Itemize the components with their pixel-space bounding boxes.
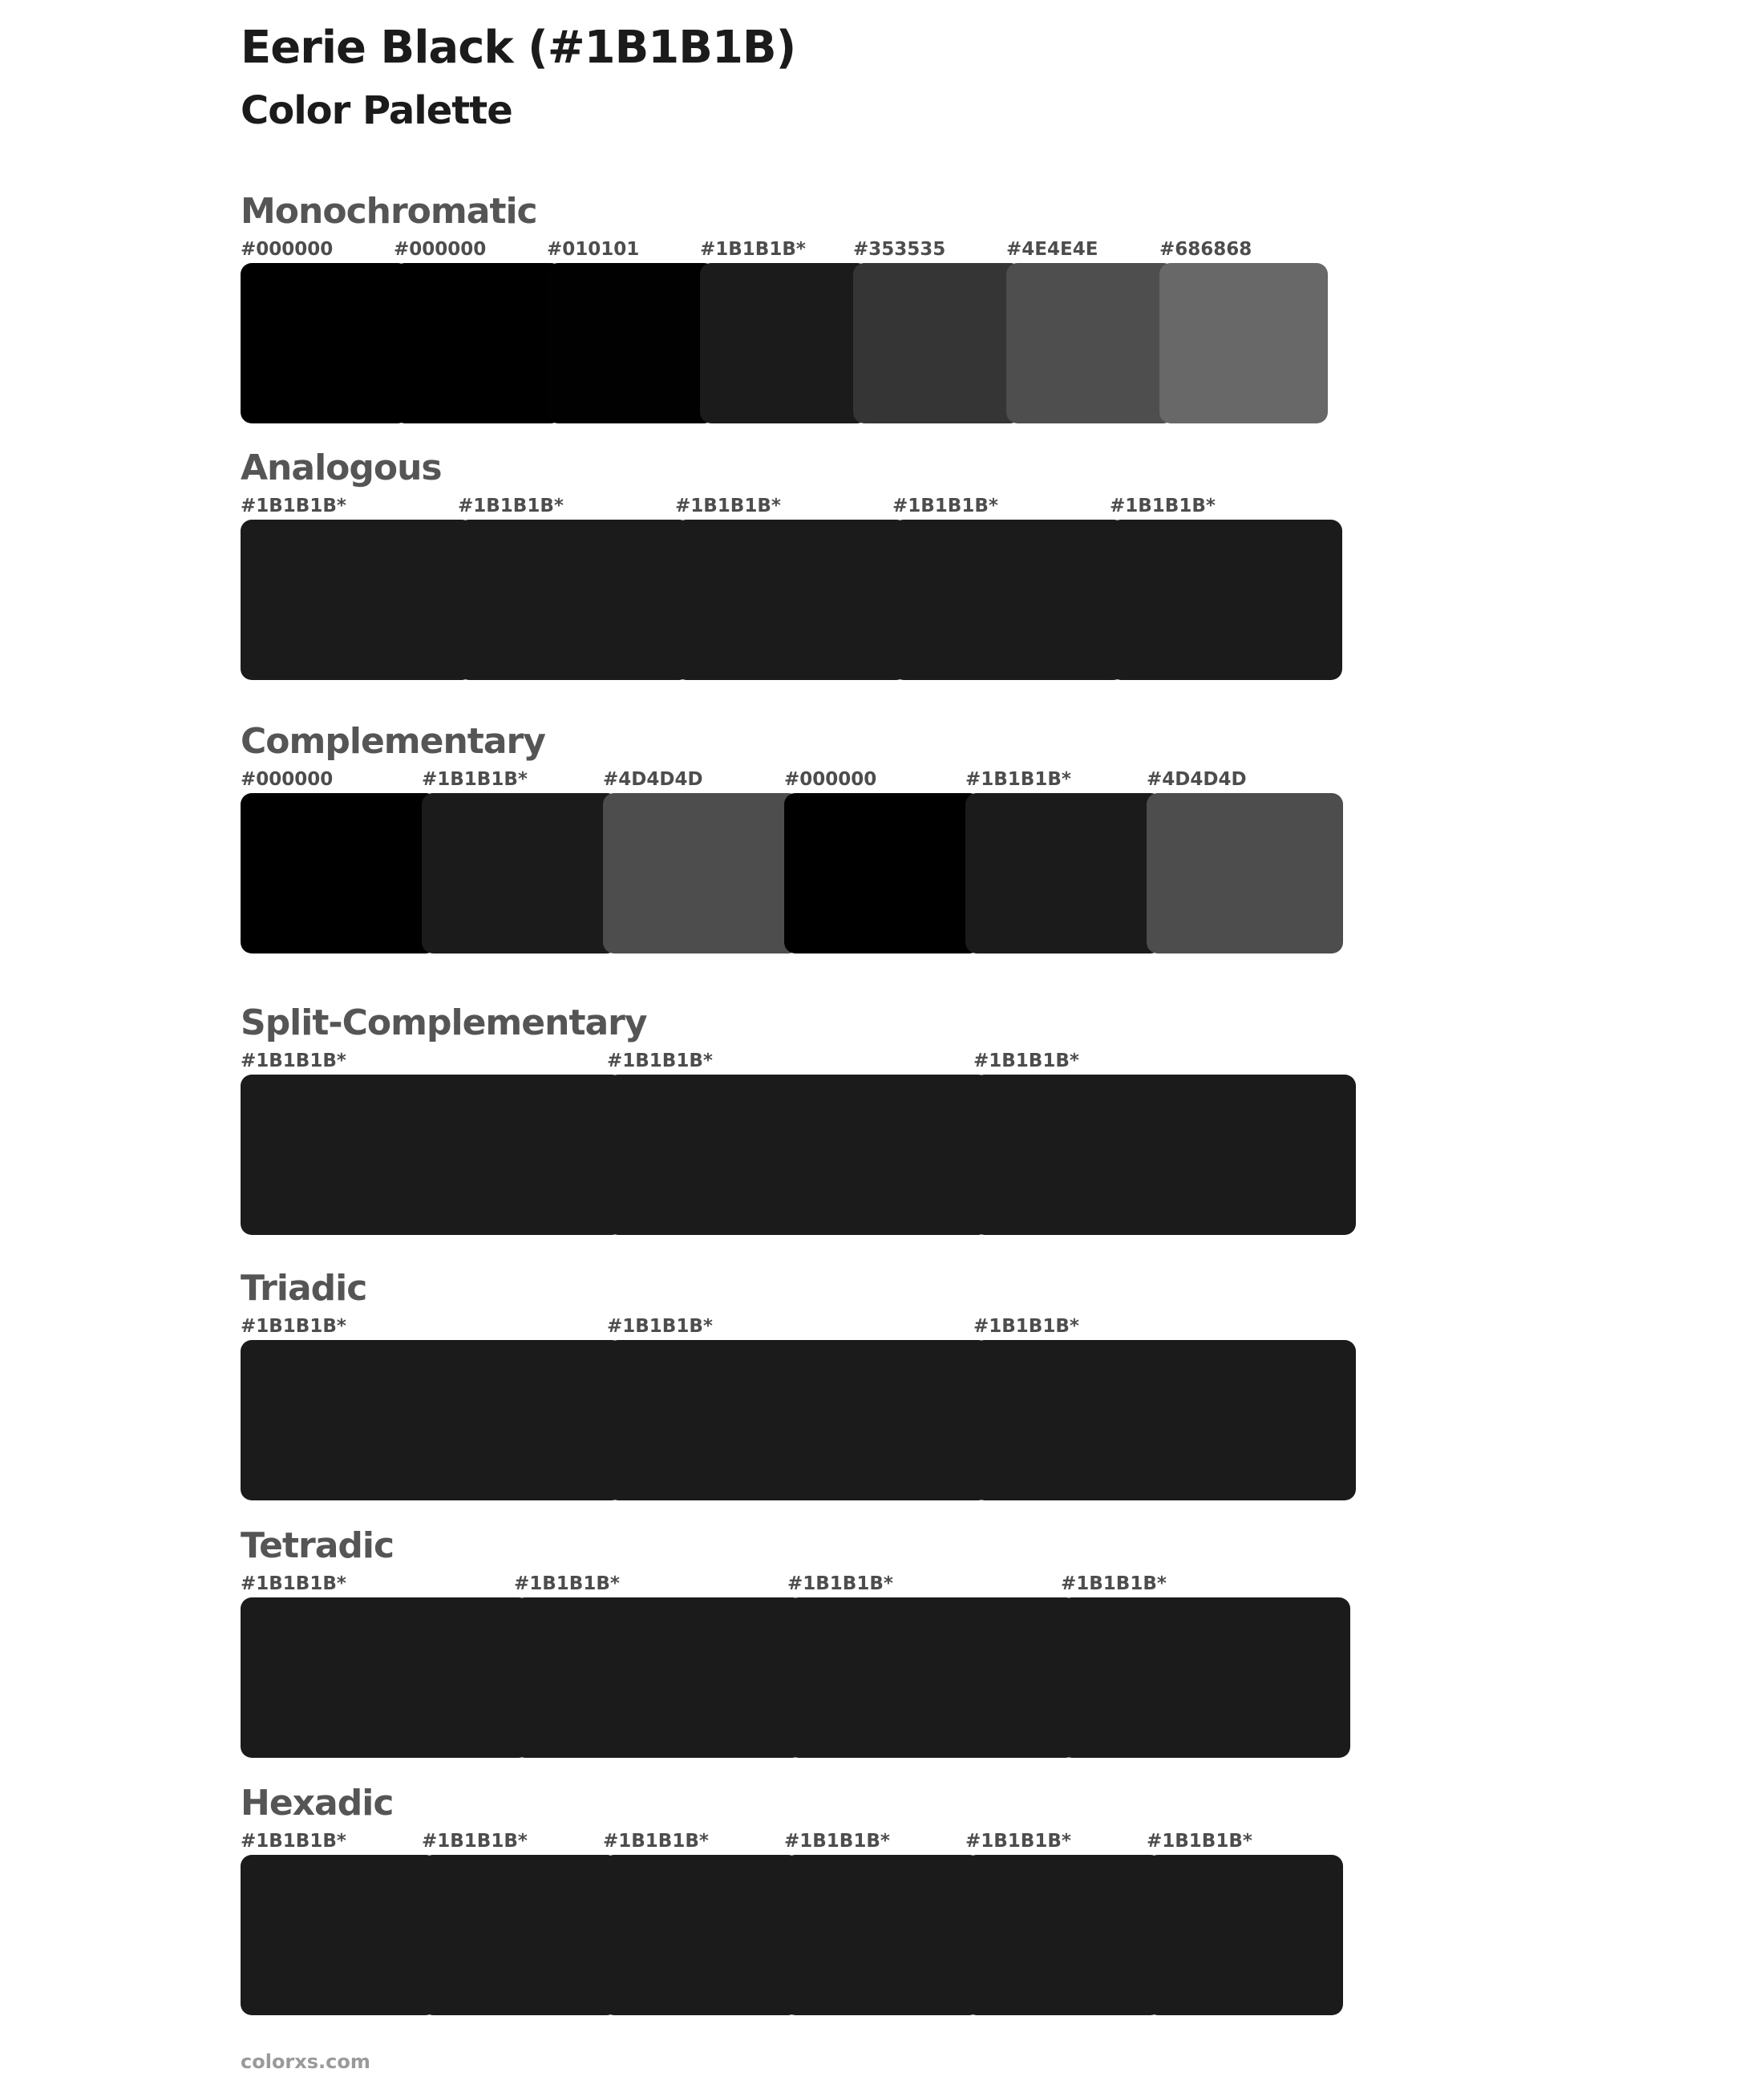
swatch-hex-label: #1B1B1B* (965, 769, 1071, 790)
color-swatch[interactable] (547, 239, 715, 423)
swatch-hex-label: #000000 (394, 239, 487, 260)
swatch-color-block[interactable] (607, 1340, 989, 1500)
color-swatch[interactable] (607, 1051, 989, 1235)
swatch-color-block[interactable] (607, 1075, 989, 1235)
color-swatch[interactable] (784, 769, 981, 953)
color-swatch[interactable] (973, 1051, 1356, 1235)
swatch-hex-label: #000000 (241, 239, 334, 260)
swatch-hex-label: #1B1B1B* (1147, 1831, 1252, 1852)
swatch-color-block[interactable] (458, 520, 690, 680)
swatch-color-block[interactable] (241, 263, 409, 423)
page-title: Eerie Black (#1B1B1B) (241, 22, 796, 74)
swatch-hex-label: #000000 (784, 769, 877, 790)
swatch-color-block[interactable] (241, 1075, 623, 1235)
section-title: Hexadic (241, 1783, 394, 1824)
color-swatch[interactable] (241, 1573, 530, 1758)
swatch-color-block[interactable] (603, 1855, 799, 2015)
swatch-hex-label: #1B1B1B* (241, 1051, 346, 1071)
color-swatch[interactable] (458, 496, 690, 680)
swatch-color-block[interactable] (1147, 793, 1343, 953)
swatch-color-block[interactable] (965, 1855, 1162, 2015)
swatch-color-block[interactable] (1159, 263, 1328, 423)
swatch-hex-label: #1B1B1B* (607, 1051, 713, 1071)
swatch-color-block[interactable] (700, 263, 868, 423)
swatch-hex-label: #1B1B1B* (892, 496, 998, 516)
swatch-color-block[interactable] (853, 263, 1022, 423)
page-subtitle: Color Palette (241, 88, 512, 133)
swatch-hex-label: #1B1B1B* (603, 1831, 709, 1852)
color-swatch[interactable] (965, 1831, 1162, 2015)
color-swatch[interactable] (607, 1316, 989, 1500)
color-swatch[interactable] (853, 239, 1022, 423)
color-swatch[interactable] (787, 1573, 1077, 1758)
color-swatch[interactable] (1110, 496, 1342, 680)
color-swatch[interactable] (973, 1316, 1356, 1500)
swatch-color-block[interactable] (422, 1855, 618, 2015)
color-swatch[interactable] (241, 239, 409, 423)
swatch-color-block[interactable] (241, 520, 473, 680)
swatch-color-block[interactable] (973, 1340, 1356, 1500)
color-swatch[interactable] (422, 769, 618, 953)
swatch-hex-label: #1B1B1B* (241, 1316, 346, 1337)
swatch-color-block[interactable] (1006, 263, 1175, 423)
swatch-color-block[interactable] (422, 793, 618, 953)
swatch-color-block[interactable] (514, 1597, 803, 1758)
swatch-color-block[interactable] (241, 1340, 623, 1500)
section-title: Monochromatic (241, 191, 537, 232)
swatch-hex-label: #1B1B1B* (514, 1573, 620, 1594)
swatch-color-block[interactable] (1147, 1855, 1343, 2015)
swatch-hex-label: #000000 (241, 769, 334, 790)
color-swatch[interactable] (514, 1573, 803, 1758)
section-title: Tetradic (241, 1525, 394, 1566)
swatch-hex-label: #1B1B1B* (675, 496, 781, 516)
color-swatch[interactable] (241, 769, 437, 953)
swatch-hex-label: #1B1B1B* (973, 1051, 1079, 1071)
color-swatch[interactable] (1159, 239, 1328, 423)
color-swatch[interactable] (1061, 1573, 1350, 1758)
swatch-color-block[interactable] (675, 520, 908, 680)
swatch-hex-label: #1B1B1B* (241, 1573, 346, 1594)
swatch-hex-label: #1B1B1B* (1110, 496, 1216, 516)
swatch-color-block[interactable] (965, 793, 1162, 953)
swatch-hex-label: #1B1B1B* (241, 1831, 346, 1852)
color-swatch[interactable] (1147, 769, 1343, 953)
swatch-color-block[interactable] (1061, 1597, 1350, 1758)
swatch-hex-label: #1B1B1B* (422, 769, 528, 790)
swatch-color-block[interactable] (547, 263, 715, 423)
swatch-hex-label: #4D4D4D (1147, 769, 1247, 790)
swatch-hex-label: #010101 (547, 239, 640, 260)
swatch-hex-label: #1B1B1B* (700, 239, 806, 260)
color-swatch[interactable] (422, 1831, 618, 2015)
swatch-hex-label: #1B1B1B* (973, 1316, 1079, 1337)
swatch-hex-label: #4D4D4D (603, 769, 703, 790)
color-swatch[interactable] (241, 496, 473, 680)
swatch-color-block[interactable] (241, 1855, 437, 2015)
swatch-color-block[interactable] (787, 1597, 1077, 1758)
swatch-hex-label: #1B1B1B* (422, 1831, 528, 1852)
color-swatch[interactable] (241, 1316, 623, 1500)
color-swatch[interactable] (700, 239, 868, 423)
swatch-hex-label: #1B1B1B* (458, 496, 564, 516)
color-swatch[interactable] (603, 769, 799, 953)
swatch-color-block[interactable] (394, 263, 562, 423)
swatch-color-block[interactable] (784, 1855, 981, 2015)
color-swatch[interactable] (603, 1831, 799, 2015)
color-swatch[interactable] (892, 496, 1125, 680)
swatch-color-block[interactable] (603, 793, 799, 953)
footer-brand: colorxs.com (241, 2051, 370, 2073)
swatch-hex-label: #4E4E4E (1006, 239, 1098, 260)
color-swatch[interactable] (965, 769, 1162, 953)
swatch-hex-label: #1B1B1B* (241, 496, 346, 516)
swatch-color-block[interactable] (973, 1075, 1356, 1235)
color-swatch[interactable] (241, 1831, 437, 2015)
swatch-color-block[interactable] (784, 793, 981, 953)
swatch-color-block[interactable] (892, 520, 1125, 680)
section-title: Analogous (241, 447, 442, 488)
swatch-color-block[interactable] (241, 793, 437, 953)
color-swatch[interactable] (784, 1831, 981, 2015)
color-swatch[interactable] (1147, 1831, 1343, 2015)
color-swatch[interactable] (675, 496, 908, 680)
swatch-color-block[interactable] (241, 1597, 530, 1758)
color-swatch[interactable] (241, 1051, 623, 1235)
swatch-hex-label: #1B1B1B* (787, 1573, 893, 1594)
section-title: Complementary (241, 721, 545, 762)
swatch-hex-label: #1B1B1B* (784, 1831, 890, 1852)
swatch-hex-label: #1B1B1B* (1061, 1573, 1167, 1594)
section-title: Triadic (241, 1268, 367, 1309)
color-swatch[interactable] (1006, 239, 1175, 423)
swatch-hex-label: #353535 (853, 239, 946, 260)
color-swatch[interactable] (394, 239, 562, 423)
swatch-color-block[interactable] (1110, 520, 1342, 680)
section-title: Split-Complementary (241, 1002, 647, 1043)
swatch-hex-label: #686868 (1159, 239, 1252, 260)
swatch-hex-label: #1B1B1B* (607, 1316, 713, 1337)
swatch-hex-label: #1B1B1B* (965, 1831, 1071, 1852)
